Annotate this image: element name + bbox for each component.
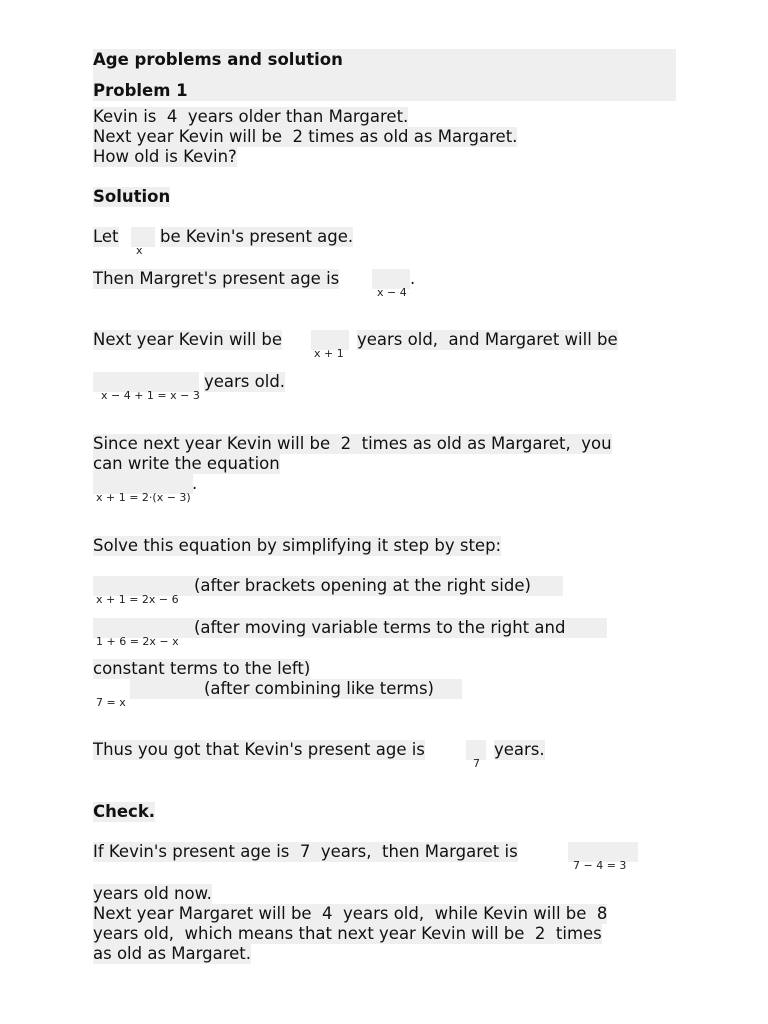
document-title: Age problems and solution bbox=[93, 50, 343, 69]
let-var-math: x bbox=[136, 244, 143, 257]
let-var-box bbox=[131, 227, 155, 247]
problem-line-2: Next year Kevin will be 2 times as old as Margaret. bbox=[93, 127, 518, 146]
step-2-continuation: constant terms to the left) bbox=[93, 659, 311, 678]
check-prefix: If Kevin's present age is 7 years, then Margaret is bbox=[93, 842, 518, 861]
next-year-suffix: years old, and Margaret will be bbox=[357, 330, 618, 349]
equation-end: . bbox=[192, 474, 198, 493]
check-line-2: Next year Margaret will be 4 years old, while Kevin will be 8 bbox=[93, 904, 608, 923]
margret-expr-math: x − 4 bbox=[377, 286, 407, 299]
let-suffix: be Kevin's present age. bbox=[160, 227, 354, 246]
check-line-3: years old, which means that next year Kevin will be 2 times bbox=[93, 924, 602, 943]
thus-suffix: years. bbox=[494, 740, 545, 759]
problem-line-3: How old is Kevin? bbox=[93, 147, 237, 166]
let-prefix: Let bbox=[93, 227, 119, 246]
since-line-1: Since next year Kevin will be 2 times as old as Margaret, you bbox=[93, 434, 612, 453]
margaret-next-math: x − 4 + 1 = x − 3 bbox=[101, 389, 200, 402]
next-year-prefix: Next year Kevin will be bbox=[93, 330, 283, 349]
step-2-math: 1 + 6 = 2x − x bbox=[96, 635, 179, 648]
since-line-2: can write the equation bbox=[93, 454, 280, 473]
next-year-expr-math: x + 1 bbox=[314, 347, 344, 360]
check-line-4: as old as Margaret. bbox=[93, 944, 252, 963]
check-expr-math: 7 − 4 = 3 bbox=[573, 859, 627, 872]
thus-prefix: Thus you got that Kevin's present age is bbox=[93, 740, 425, 759]
check-line-1: years old now. bbox=[93, 884, 212, 903]
thus-value-math: 7 bbox=[473, 757, 480, 770]
margret-text: Then Margret's present age is bbox=[93, 269, 340, 288]
step-3-math: 7 = x bbox=[96, 696, 126, 709]
margret-end: . bbox=[410, 269, 416, 288]
step-3-note: (after combining like terms) bbox=[204, 679, 434, 698]
step-1-math: x + 1 = 2x − 6 bbox=[96, 593, 179, 606]
equation-math: x + 1 = 2·(x − 3) bbox=[96, 491, 191, 504]
step-2-note: (after moving variable terms to the right and bbox=[194, 618, 566, 637]
problem-line-1: Kevin is 4 years older than Margaret. bbox=[93, 107, 409, 126]
check-heading: Check. bbox=[93, 802, 156, 821]
solve-intro: Solve this equation by simplifying it step by step: bbox=[93, 536, 502, 555]
problem-heading: Problem 1 bbox=[93, 81, 188, 100]
margaret-next-suffix: years old. bbox=[204, 372, 286, 391]
solution-heading: Solution bbox=[93, 187, 171, 206]
step-1-note: (after brackets opening at the right side) bbox=[194, 576, 531, 595]
